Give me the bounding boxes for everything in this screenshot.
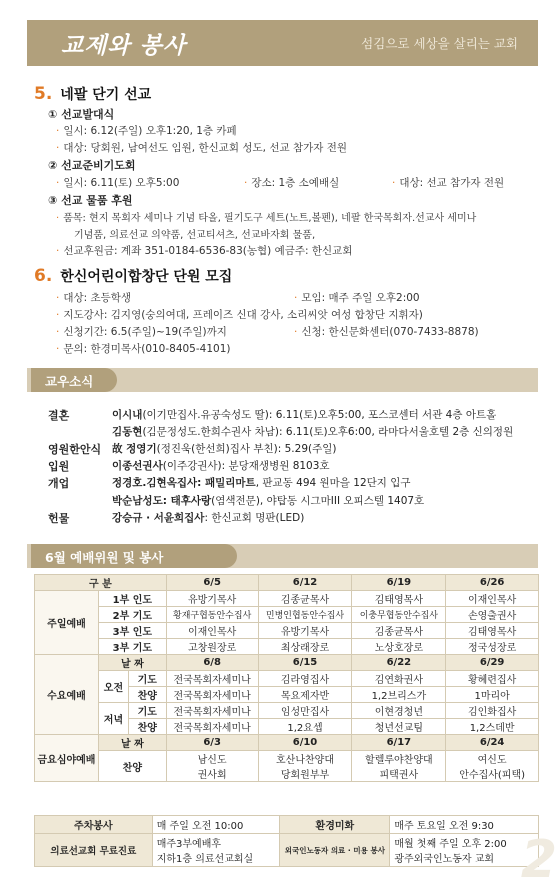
s5-sub-a: ① 선교발대식 [48,108,115,121]
table-row: 주일예배 1부 인도 유방기목사 김종균목사 김태영목사 이재인목사 [35,591,539,607]
news-hosp-1: 이종선권사(이주강권사): 분당재생병원 8103호 [112,460,330,472]
s5-c1: · 품목: 현지 목회자 세미나 기념 타올, 필기도구 세트(노트,볼펜), 네팔 한국목회자.선교사 세미나 [56,213,477,224]
page-header [27,20,538,66]
section-5-title [34,84,151,104]
section-6-heading: 한신어린이합창단 단원 모집 [60,269,233,285]
s5-sub-c: ③ 선교 물품 후원 [48,194,133,207]
s6-l4: · 문의: 한경미목사(010-8405-4101) [56,343,231,355]
s5-a2: · 대상: 당회원, 남여선도 임원, 한신교회 성도, 선교 참가자 전원 [56,142,348,154]
news-wedding-2: 김동현(김문정성도.한희수권사 차남): 6.11(토)오후6:00, 라마다서울호텔 2층 신의정원 [112,426,514,438]
table-row: 찬양 전국목회자세미나 목요제자반 1,2브리스가 1마리아 [35,687,539,703]
section-6-number: 6. [34,266,53,286]
section-6-title [34,266,232,286]
page-number: 2 [520,830,557,890]
table-row: 저녁 기도 전국목회자세미나 임성만집사 이현경청년 김인화집사 [35,703,539,719]
s6-l3a: · 신청기간: 6.5(주일)~19(주일)까지 [56,326,227,338]
news-funeral-1: 故 정영기(정진욱(한선희)집사 부친): 5.29(주일) [112,443,337,455]
page-subtitle: 섬김으로 세상을 살리는 교회 [361,36,518,51]
table-row: 3부 인도 이재인목사 유방기목사 김종균목사 김태영목사 [35,623,539,639]
news-hosp-label: 입원 [48,460,70,473]
news-gift-1: 강승규 · 서윤희집사: 한신교회 명판(LED) [112,512,305,524]
table-row: 찬양 전국목회자세미나 1,2요셉 청년선교팀 1,2스데반 [35,719,539,735]
s5-b1: · 일시: 6.11(토) 오후5:00 [56,177,180,189]
table-row: 3부 기도 고창원장로 최상래장로 노상호장로 정국성장로 [35,639,539,655]
s5-c2: 기념품, 의료선교 의약품, 선교티셔츠, 선교바자회 물품, [74,230,316,241]
s5-b2: · 장소: 1층 소예배실 [244,177,340,189]
news-gift-label: 헌물 [48,512,70,525]
s6-l2: · 지도강사: 김지영(숭의여대, 프레이즈 신대 강사, 소리씨앗 여성 합창단 지휘자) [56,309,423,321]
s5-b3: · 대상: 선교 참가자 전원 [392,177,505,189]
section-5-number: 5. [34,84,53,104]
table-row: 찬양 남신도 권사회 호산나찬양대 당회원부부 할렐루야찬양대 피택권사 여신도 안수집사(피택) [35,751,539,782]
table-row: 금요심야예배 날 짜 6/3 6/10 6/17 6/24 [35,735,539,751]
table-row: 수요예배 날 짜 6/8 6/15 6/22 6/29 [35,655,539,671]
schedule-table [34,574,539,782]
table-row: 주차봉사 매 주일 오전 10:00 환경미화 매주 토요일 오전 9:30 [35,816,539,834]
schedule-title: 6월 예배위원 및 봉사 [31,544,237,568]
news-open-1: 정경호.김현옥집사: 패밀리마트, 판교동 494 원마을 12단지 입구 [112,477,411,489]
news-open-label: 개업 [48,477,70,490]
table-row: 2부 기도 황재구협동안수집사 민병인협동안수집사 이충무협동안수집사 손영출권사 [35,607,539,623]
news-funeral-label: 영원한안식 [48,443,102,456]
s6-l1a: · 대상: 초등학생 [56,292,132,304]
table-row: 구 분 6/5 6/12 6/19 6/26 [35,575,539,591]
s5-sub-b: ② 선교준비기도회 [48,159,136,172]
news-title: 교우소식 [31,368,117,392]
news-open-2: 박순남성도: 태후사랑(염색전문), 야탑동 시그마III 오피스텔 1407호 [112,495,425,507]
s5-c3: · 선교후원금: 계좌 351-0184-6536-83(농협) 예금주: 한신교회 [56,245,353,257]
section-5-heading: 네팔 단기 선교 [60,87,152,103]
s5-a1: · 일시: 6.12(주일) 오후1:20, 1층 카페 [56,125,237,137]
news-wedding-1: 이시내(이기만집사.유공숙성도 딸): 6.11(토)오후5:00, 포스코센터 서관 4층 아트홀 [112,409,497,421]
table-row: 의료선교회 무료진료 매주3부예배후 지하1층 의료선교회실 외국인노동자 의료 · 미용 봉사 매월 첫째 주일 오후 2:00 광주외국인노동자 교회 [35,834,539,867]
service-table [34,815,539,867]
table-row: 오전 기도 전국목회자세미나 김라영집사 김연화권사 황혜련집사 [35,671,539,687]
news-wedding-label: 결혼 [48,409,70,422]
s6-l1b: · 모임: 매주 주일 오후2:00 [294,292,420,304]
page-title: 교제와 봉사 [61,33,187,59]
s6-l3b: · 신청: 한신문화센터(070-7433-8878) [294,326,479,338]
